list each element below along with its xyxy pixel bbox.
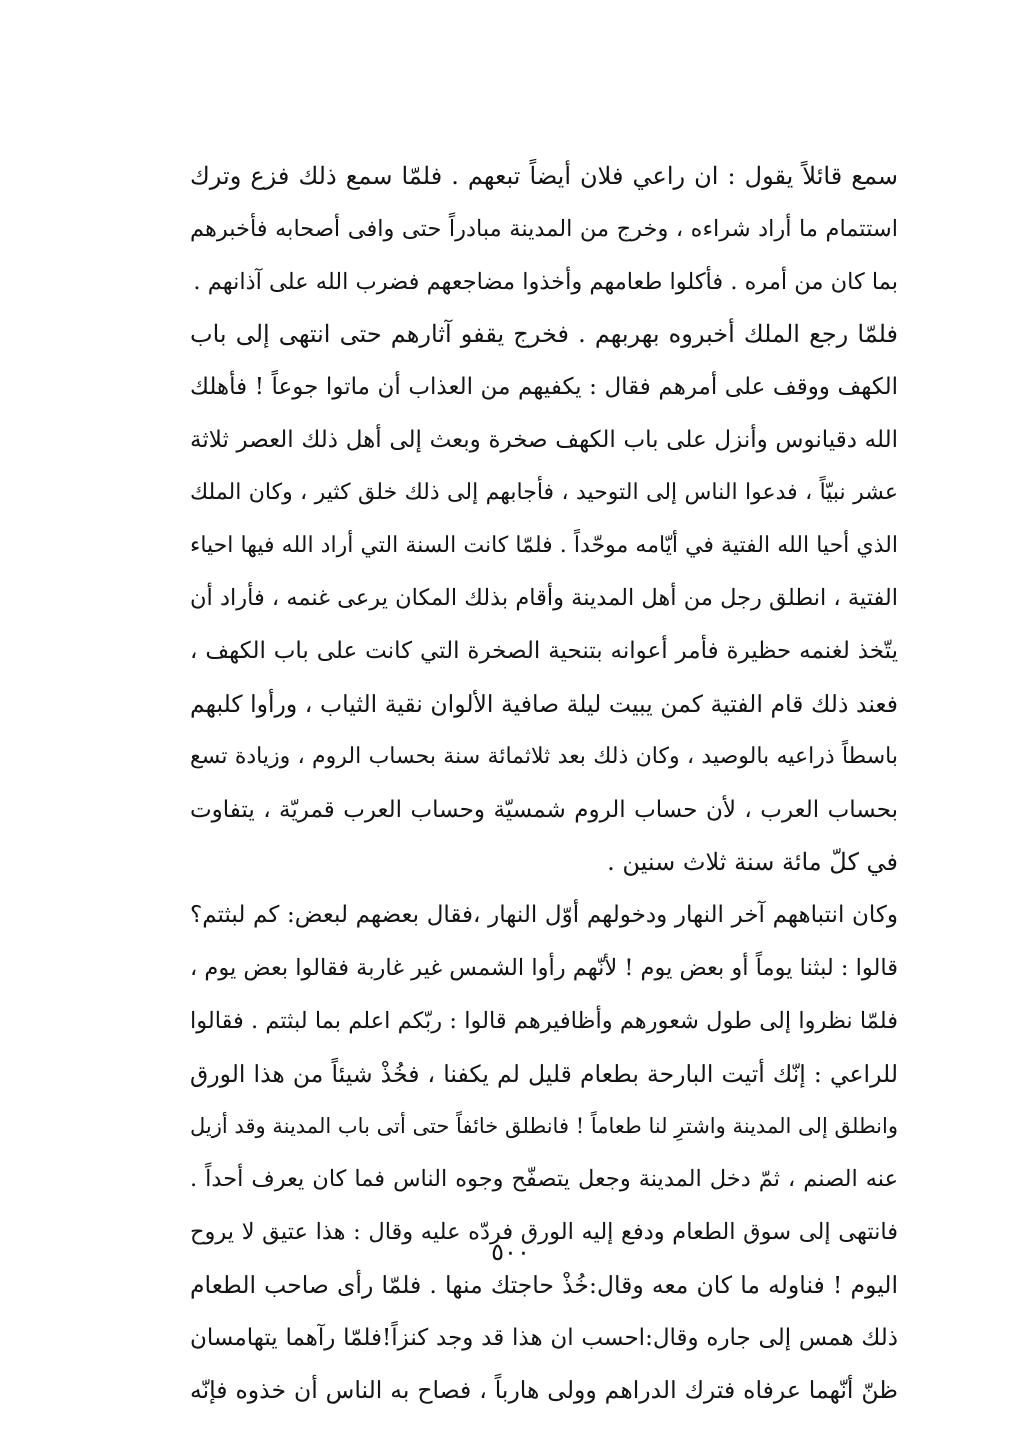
text-line: ذلك همس إلى جاره وقال:احسب ان هذا قد وجد كنزاً!فلمّا رآهما يتهامسان bbox=[190, 1324, 898, 1351]
text-line: اليوم ! فناوله ما كان معه وقال:خُذْ حاجتك منها . فلمّا رأى صاحب الطعام bbox=[190, 1270, 898, 1299]
text-line: سمع قائلاً يقول : ان راعي فلان أيضاً تبعهم . فلمّا سمع ذلك فزع وترك bbox=[190, 162, 898, 190]
text-line: للراعي : إنّك أتيت البارحة بطعام قليل لم يكفنا ، فخُذْ شيئاً من هذا الورق bbox=[190, 1059, 898, 1088]
text-line: قالوا : لبثنا يوماً أو بعض يوم ! لأنّهم رأوا الشمس غير غاربة فقالوا بعض يوم ، bbox=[190, 954, 898, 981]
text-line: عنه الصنم ، ثمّ دخل المدينة وجعل يتصفّح وجوه الناس فما كان يعرف أحداً . bbox=[190, 1166, 898, 1193]
text-line: في كلّ مائة سنة ثلاث سنين . bbox=[607, 848, 898, 877]
text-line: فلمّا رجع الملك أخبروه بهربهم . فخرج يقفو آثارهم حتى انتهى إلى باب bbox=[190, 320, 898, 349]
page-number: ٥٠٠ bbox=[491, 1238, 530, 1266]
text-line: الذي أحيا الله الفتية في أيّامه موحّداً . فلمّا كانت السنة التي أراد الله فيها احياء bbox=[190, 532, 898, 558]
text-line: الله دقيانوس وأنزل على باب الكهف صخرة وبعث إلى أهل ذلك العصر ثلاثة bbox=[190, 426, 898, 453]
text-line: عشر نبيّاً ، فدعوا الناس إلى التوحيد ، فأجابهم إلى ذلك خلق كثير ، وكان الملك bbox=[190, 479, 898, 505]
text-line: يتّخذ لغنمه حظيرة فأمر أعوانه بتنحية الصخرة التي كانت على باب الكهف ، bbox=[190, 638, 898, 665]
text-line: وكان انتباههم آخر النهار ودخولهم أوّل النهار ،فقال بعضهم لبعض: كم لبثتم؟ bbox=[190, 902, 898, 929]
text-line: استتمام ما أراد شراءه ، وخرج من المدينة مبادراً حتى وافى أصحابه فأخبرهم bbox=[190, 215, 898, 242]
text-line: ظنّ أنّهما عرفاه فترك الدراهم وولى هارباً ، فصاح به الناس أن خذوه فإنّه bbox=[190, 1376, 898, 1405]
text-line: فلمّا نظروا إلى طول شعورهم وأظافيرهم قالوا : ربّكم اعلم بما لبثتم . فقالوا bbox=[190, 1007, 898, 1034]
text-line: الفتية ، انطلق رجل من أهل المدينة وأقام بذلك المكان يرعى غنمه ، فأراد أن bbox=[190, 585, 898, 612]
text-line: بما كان من أمره . فأكلوا طعامهم وأخذوا مضاجعهم فضرب الله على آذانهم . bbox=[193, 268, 898, 295]
body-text bbox=[190, 150, 898, 1417]
text-line: الكهف ووقف على أمرهم فقال : يكفيهم من العذاب أن ماتوا جوعاً ! فأهلك bbox=[190, 374, 898, 401]
text-line: فعند ذلك قام الفتية كمن يبيت ليلة صافية الألوان نقية الثياب ، ورأوا كلبهم bbox=[190, 689, 898, 718]
text-line: وانطلق إلى المدينة واشترِ لنا طعاماً ! فانطلق خائفاً حتى أتى باب المدينة وقد أزيل bbox=[190, 1114, 898, 1139]
text-line: فانتهى إلى سوق الطعام ودفع إليه الورق فردّه عليه وقال : هذا عتيق لا يروح bbox=[190, 1218, 898, 1245]
text-line: بحساب العرب ، لأن حساب الروم شمسيّة وحساب العرب قمريّة ، يتفاوت bbox=[190, 796, 898, 823]
text-line: باسطاً ذراعيه بالوصيد ، وكان ذلك بعد ثلاثمائة سنة بحساب الروم ، وزيادة تسع bbox=[190, 743, 898, 769]
